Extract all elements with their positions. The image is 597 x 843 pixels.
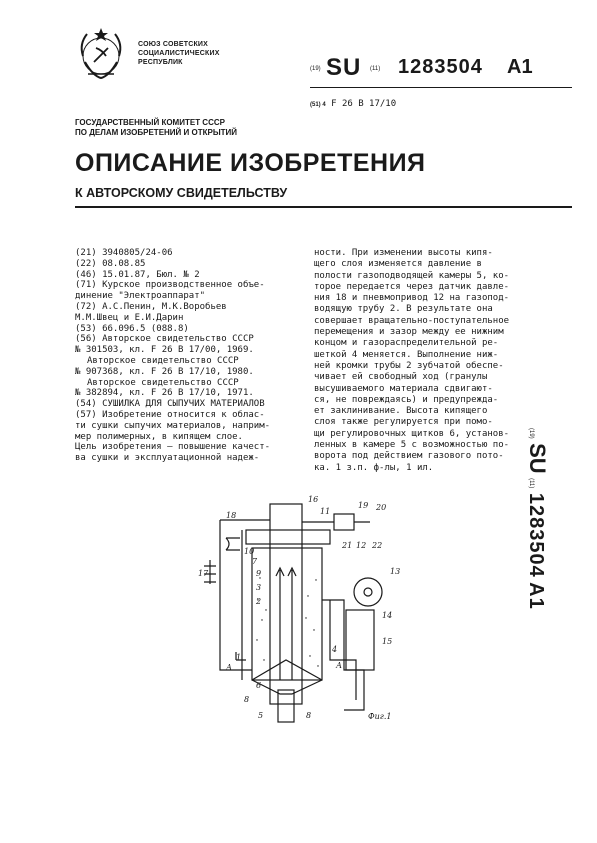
figure-caption: Фиг.1 <box>368 712 392 721</box>
union-line-3: РЕСПУБЛИК <box>138 59 183 66</box>
abstract-line: (57) Изобретение относится к облас- <box>75 409 265 420</box>
abstract-line: ленных в камере 5 с возможностью по- <box>314 440 510 451</box>
label-7: 7 <box>252 557 258 566</box>
biblio-line: № 301503, кл. F 26 B 17/00, 1969. <box>75 345 254 356</box>
abstract-line: мер полимерных, в кипящем слое. <box>75 431 243 442</box>
label-12: 12 <box>356 541 367 550</box>
figure-labels <box>198 495 400 720</box>
abstract-line: ва сушки и эксплуатационной надеж- <box>75 453 260 464</box>
label-21: 21 <box>342 541 353 550</box>
inid-11: (11) <box>370 66 381 72</box>
kind-code: A1 <box>507 56 533 78</box>
label-6: 6 <box>256 681 262 690</box>
label-9: 9 <box>256 569 262 578</box>
biblio-line: № 907368, кл. F 26 B 17/10, 1980. <box>75 366 254 377</box>
document-subtitle: К АВТОРСКОМУ СВИДЕТЕЛЬСТВУ <box>75 186 288 200</box>
abstract-line: щи регулировочных щитков 6, установ- <box>314 428 510 439</box>
side-country-code: SU <box>525 443 550 474</box>
abstract-line: Цель изобретения – повышение качест- <box>75 442 271 453</box>
side-stamp <box>525 428 570 698</box>
biblio-line: (72) А.С.Пенин, М.К.Воробьев <box>75 301 227 312</box>
abstract-line: перемещения и зазор между ее нижним <box>314 327 504 338</box>
abstract-line: шеткой 4 меняется. Выполнение ниж- <box>314 349 499 360</box>
label-5: 5 <box>258 711 264 720</box>
abstract-line: водящую трубу 2. В результате она <box>314 304 493 315</box>
label-4: 4 <box>332 645 338 654</box>
side-inid-11: (11) <box>528 478 534 489</box>
committee-line-2: ПО ДЕЛАМ ИЗОБРЕТЕНИЙ И ОТКРЫТИЙ <box>75 128 238 137</box>
label-19: 19 <box>358 501 369 510</box>
union-line-2: СОЦИАЛИСТИЧЕСКИХ <box>138 50 220 57</box>
document-title: ОПИСАНИЕ ИЗОБРЕТЕНИЯ <box>75 149 426 177</box>
side-inid-19: (19) <box>528 428 534 439</box>
biblio-line: (71) Курское производственное объе- <box>75 280 265 291</box>
side-kind-code: A1 <box>525 582 547 610</box>
dryer-drawing <box>196 495 416 730</box>
abstract-line: ворота под действием газового пото- <box>314 451 504 462</box>
committee <box>75 118 237 138</box>
union-line-1: СОЮЗ СОВЕТСКИХ <box>138 41 209 48</box>
biblio-line: Авторское свидетельство СССР <box>87 355 239 366</box>
label-15: 15 <box>382 637 393 646</box>
label-14: 14 <box>382 611 393 620</box>
label-10: 10 <box>244 547 255 556</box>
biblio-line: (54) СУШИЛКА ДЛЯ СЫПУЧИХ МАТЕРИАЛОВ <box>75 399 265 410</box>
side-patent-number: 1283504 <box>525 492 547 578</box>
label-17: 17 <box>198 569 209 578</box>
abstract-line: ности. При изменении высоты кипя- <box>314 248 493 258</box>
abstract-line: высушиваемого материала сдвигают- <box>314 383 493 394</box>
label-22: 22 <box>372 541 383 550</box>
label-3: 3 <box>256 583 262 592</box>
inid-19: (19) <box>310 66 321 72</box>
biblio-line: Авторское свидетельство СССР <box>87 377 239 388</box>
label-8-right: 8 <box>306 711 312 720</box>
label-13: 13 <box>390 567 401 576</box>
label-1: 1 <box>236 653 242 662</box>
ussr-emblem-icon <box>72 26 130 82</box>
title-rule <box>75 206 572 208</box>
ipc-value: F 26 B 17/10 <box>331 99 397 109</box>
committee-line-1: ГОСУДАРСТВЕННЫЙ КОМИТЕТ СССР <box>75 118 225 127</box>
inid-51: (51) 4 <box>310 102 326 108</box>
patent-number: 1283504 <box>398 56 483 78</box>
abstract-line: щего слоя изменяется давление в <box>314 259 482 270</box>
abstract-line: ней кромки трубы 2 зубчатой обеспе- <box>314 360 504 371</box>
biblio-line: (46) 15.01.87, Бюл. № 2 <box>75 269 200 280</box>
biblio-line: № 382894, кл. F 26 B 17/10, 1971. <box>75 388 254 399</box>
biblio-line: (22) 08.08.85 <box>75 258 146 269</box>
biblio-line: (56) Авторское свидетельство СССР <box>75 334 254 345</box>
biblio-line: М.М.Швец и Е.И.Дарин <box>75 312 184 323</box>
label-a-left: А <box>226 663 233 672</box>
publication-number <box>310 54 570 82</box>
bibliographic-data <box>75 248 315 464</box>
ipc-classification <box>310 99 396 109</box>
abstract-line: торое передается через датчик давле- <box>314 281 510 292</box>
abstract-line: ния 18 и пневмопривод 12 на газопод- <box>314 293 510 304</box>
biblio-line: (21) 3940805/24-06 <box>75 248 173 258</box>
abstract-line: совершает вращательно-поступательное <box>314 315 510 326</box>
abstract-line: ка. 1 з.п. ф-лы, 1 ил. <box>314 462 434 473</box>
label-18: 18 <box>226 511 237 520</box>
abstract-line: чивает ей свободный ход (гранулы <box>314 372 488 383</box>
union-name <box>138 40 220 67</box>
abstract-line: слоя также регулируется при помо- <box>314 417 493 428</box>
biblio-line: динение "Электроаппарат" <box>75 291 206 302</box>
abstract-line: концом и газораспределительной ре- <box>314 338 499 349</box>
header-rule <box>310 87 572 88</box>
label-16: 16 <box>308 495 319 504</box>
label-a-right: А <box>336 661 343 670</box>
side-stamp-text <box>524 428 550 610</box>
label-11: 11 <box>320 507 331 516</box>
label-8-left: 8 <box>244 695 250 704</box>
abstract-line: ти сушки сыпучих материалов, наприм- <box>75 420 271 431</box>
label-20: 20 <box>376 503 387 512</box>
abstract-line: полости газоподводящей камеры 5, ко- <box>314 270 510 281</box>
abstract-line: ет заклинивание. Высота кипящего <box>314 406 488 417</box>
abstract-line: ся, не повреждаясь) и предупрежда- <box>314 394 499 405</box>
biblio-line: (53) 66.096.5 (088.8) <box>75 323 189 334</box>
country-code: SU <box>326 54 362 81</box>
label-2: 2 <box>256 597 262 606</box>
